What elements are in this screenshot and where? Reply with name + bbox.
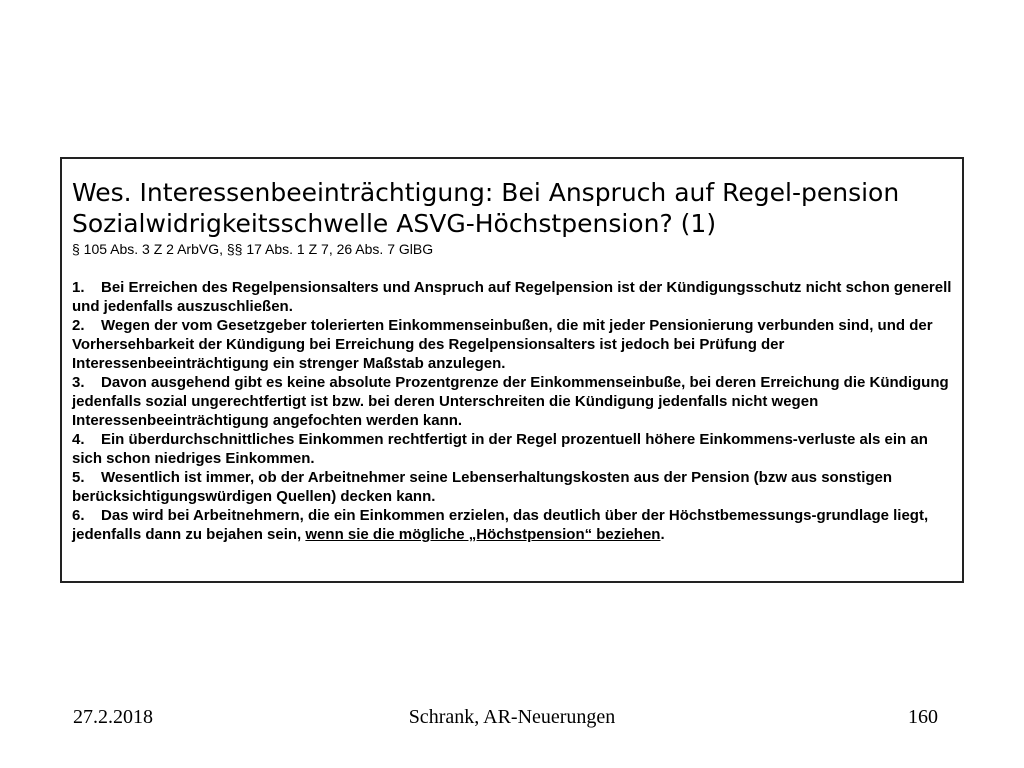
item-text: Wesentlich ist immer, ob der Arbeitnehmer seine Lebenserhaltungskosten aus der Pension (bzw aus sonstigen berücksichtigungswürdigen Quellen) decken kann.	[72, 469, 893, 505]
footer-title: Schrank, AR-Neuerungen	[408, 706, 616, 728]
list-item	[72, 430, 952, 468]
list-item	[72, 468, 952, 506]
slide-title: Wes. Interessenbeeinträchtigung: Bei Anspruch auf Regel-pension Sozialwidrigkeitsschwelle ASVG-Höchstpension? (1)	[72, 178, 900, 238]
item-number: 2.	[72, 317, 85, 334]
list-item	[72, 506, 952, 544]
item-number: 6.	[72, 507, 85, 524]
item-number: 1.	[72, 279, 85, 296]
item-text: Davon ausgehend gibt es keine absolute Prozentgrenze der Einkommenseinbuße, bei deren Erreichung die Kündigung jedenfalls sozial ungerechtfertigt ist bzw. bei deren Unterschreiten die Kündigung jedenfalls nicht wegen Interessenbeeinträchtigung angefochten werden kann.	[72, 374, 949, 429]
list-item	[72, 316, 952, 373]
item-text: Das wird bei Arbeitnehmern, die ein Einkommen erzielen, das deutlich über der Höchstbemessungs-grundlage liegt, jedenfalls dann zu bejahen sein,	[72, 507, 929, 543]
content-box	[60, 157, 964, 583]
item-text: Ein überdurchschnittliches Einkommen rechtfertigt in der Regel prozentuell höhere Einkommens-verluste als ein an sich schon niedriges Einkommen.	[72, 431, 928, 467]
item-number: 5.	[72, 469, 85, 486]
page-number: 160	[908, 706, 938, 728]
item-end: .	[660, 526, 665, 543]
item-number: 3.	[72, 374, 85, 391]
item-text: Bei Erreichen des Regelpensionsalters und Anspruch auf Regelpension ist der Kündigungsschutz nicht schon generell und jedenfalls auszuschließen.	[72, 279, 952, 315]
item-list	[72, 278, 952, 544]
legal-reference: § 105 Abs. 3 Z 2 ArbVG, §§ 17 Abs. 1 Z 7, 26 Abs. 7 GlBG	[72, 241, 434, 257]
item-number: 4.	[72, 431, 85, 448]
list-item	[72, 278, 952, 316]
footer-date: 27.2.2018	[73, 706, 153, 728]
underlined-text: wenn sie die mögliche „Höchstpension“ beziehen	[305, 526, 661, 543]
item-text: Wegen der vom Gesetzgeber tolerierten Einkommenseinbußen, die mit jeder Pensionierung verbunden sind, und der Vorhersehbarkeit der Kündigung bei Erreichung des Regelpensionsalters ist jedoch bei Prüfung der Interessenbeeinträchtigung ein strenger Maßstab anzulegen.	[72, 317, 933, 372]
list-item	[72, 373, 952, 430]
